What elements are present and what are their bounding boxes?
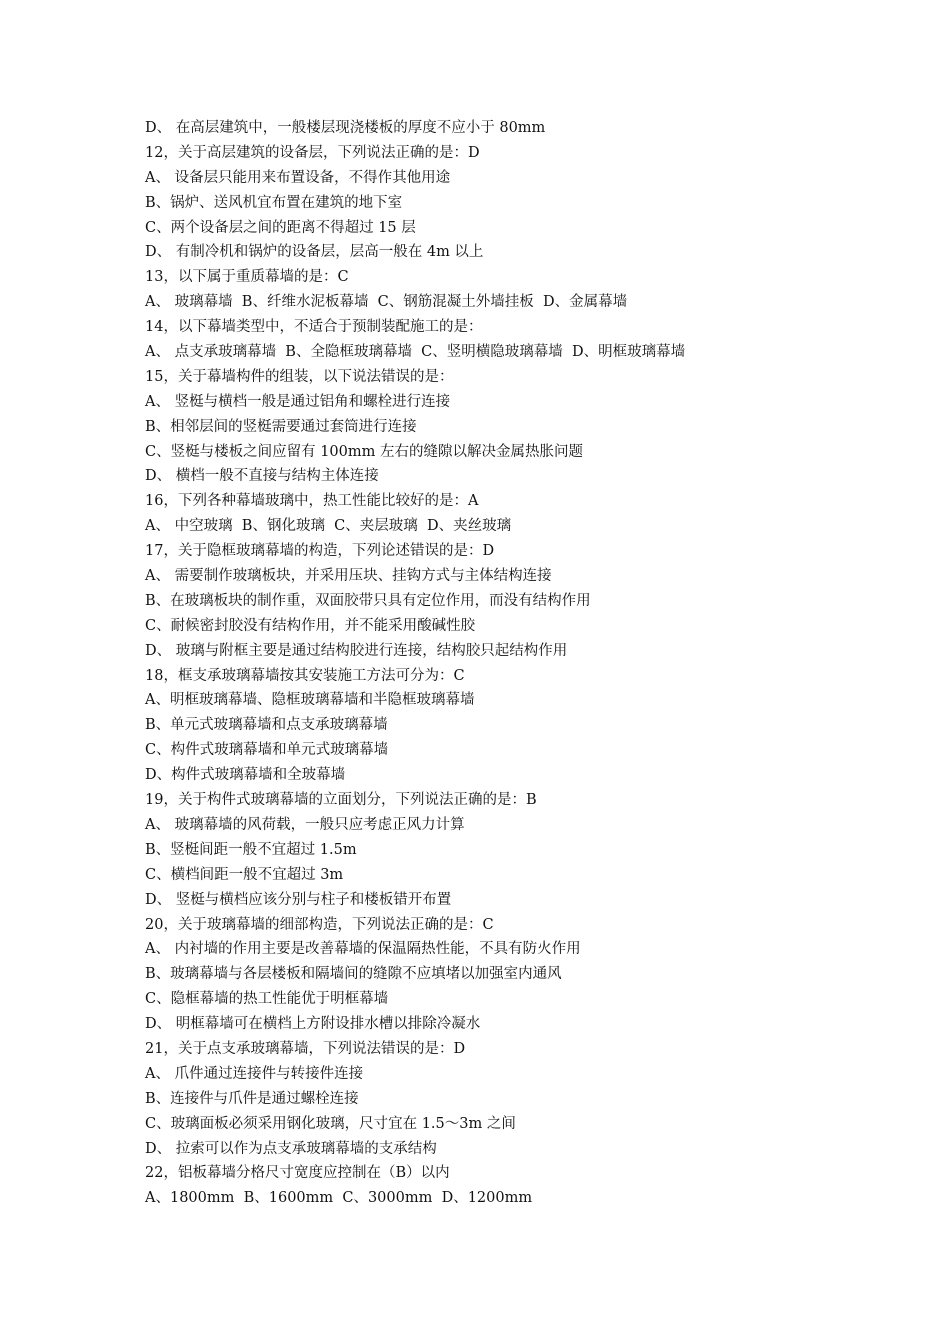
text-line: C、两个设备层之间的距离不得超过 15 层 bbox=[145, 219, 416, 236]
text-line: A、1800mm B、1600mm C、3000mm D、1200mm bbox=[145, 1190, 533, 1207]
text-line: C、构件式玻璃幕墙和单元式玻璃幕墙 bbox=[145, 742, 389, 759]
text-line: A、 竖梃与横档一般是通过铝角和螺栓进行连接 bbox=[145, 393, 451, 410]
text-line: B、锅炉、送风机宜布置在建筑的地下室 bbox=[145, 194, 403, 211]
text-line: A、 爪件通过连接件与转接件连接 bbox=[145, 1065, 364, 1082]
text-line: D、 有制冷机和锅炉的设备层，层高一般在 4m 以上 bbox=[145, 244, 484, 261]
text-line: D、构件式玻璃幕墙和全玻幕墙 bbox=[145, 767, 346, 784]
text-line: D、 竖梃与横档应该分别与柱子和楼板错开布置 bbox=[145, 891, 452, 908]
text-line: D、 拉索可以作为点支承玻璃幕墙的支承结构 bbox=[145, 1140, 437, 1157]
text-line: A、 中空玻璃 B、钢化玻璃 C、夹层玻璃 D、夹丝玻璃 bbox=[145, 518, 512, 535]
text-line: 13，以下属于重质幕墙的是：C bbox=[145, 269, 349, 286]
text-line: C、耐候密封胶没有结构作用，并不能采用酸碱性胶 bbox=[145, 617, 476, 634]
text-line: B、玻璃幕墙与各层楼板和隔墙间的缝隙不应填堵以加强室内通风 bbox=[145, 966, 562, 983]
text-line: 12，关于高层建筑的设备层，下列说法正确的是：D bbox=[145, 144, 480, 161]
text-line: A、 玻璃幕墙 B、纤维水泥板幕墙 C、钢筋混凝土外墙挂板 D、金属幕墙 bbox=[145, 294, 628, 311]
text-line: 18，框支承玻璃幕墙按其安装施工方法可分为：C bbox=[145, 667, 465, 684]
text-line: A、 玻璃幕墙的风荷载，一般只应考虑正风力计算 bbox=[145, 816, 465, 833]
text-line: 19，关于构件式玻璃幕墙的立面划分，下列说法正确的是：B bbox=[145, 792, 537, 809]
text-line: B、连接件与爪件是通过螺栓连接 bbox=[145, 1090, 359, 1107]
text-line: C、横档间距一般不宜超过 3m bbox=[145, 866, 344, 883]
text-line: 22，铝板幕墙分格尺寸宽度应控制在（B）以内 bbox=[145, 1165, 450, 1182]
text-line: B、竖梃间距一般不宜超过 1.5m bbox=[145, 841, 357, 858]
text-line: B、单元式玻璃幕墙和点支承玻璃幕墙 bbox=[145, 717, 388, 734]
text-line: 15，关于幕墙构件的组装，以下说法错误的是： bbox=[145, 368, 454, 385]
text-line: D、 横档一般不直接与结构主体连接 bbox=[145, 468, 379, 485]
text-line: B、相邻层间的竖梃需要通过套筒进行连接 bbox=[145, 418, 417, 435]
text-line: 20，关于玻璃幕墙的细部构造，下列说法正确的是：C bbox=[145, 916, 494, 933]
text-line: A、 点支承玻璃幕墙 B、全隐框玻璃幕墙 C、竖明横隐玻璃幕墙 D、明框玻璃幕墙 bbox=[145, 344, 686, 361]
document-page bbox=[145, 116, 845, 1211]
text-line: D、 明框幕墙可在横档上方附设排水槽以排除冷凝水 bbox=[145, 1016, 481, 1033]
text-line: 16，下列各种幕墙玻璃中，热工性能比较好的是：A bbox=[145, 493, 479, 510]
text-line: C、玻璃面板必须采用钢化玻璃，尺寸宜在 1.5～3m 之间 bbox=[145, 1115, 516, 1132]
text-line: D、 玻璃与附框主要是通过结构胶进行连接，结构胶只起结构作用 bbox=[145, 642, 568, 659]
text-line: A、 设备层只能用来布置设备，不得作其他用途 bbox=[145, 169, 451, 186]
text-line: 17，关于隐框玻璃幕墙的构造，下列论述错误的是：D bbox=[145, 543, 495, 560]
text-line: D、 在高层建筑中，一般楼层现浇楼板的厚度不应小于 80mm bbox=[145, 120, 546, 136]
text-line: A、 需要制作玻璃板块，并采用压块、挂钩方式与主体结构连接 bbox=[145, 568, 552, 585]
text-line: B、在玻璃板块的制作重，双面胶带只具有定位作用，而没有结构作用 bbox=[145, 592, 591, 609]
text-line: 21，关于点支承玻璃幕墙，下列说法错误的是：D bbox=[145, 1040, 466, 1057]
text-line: C、隐框幕墙的热工性能优于明框幕墙 bbox=[145, 991, 389, 1008]
text-line: A、 内衬墙的作用主要是改善幕墙的保温隔热性能，不具有防火作用 bbox=[145, 941, 581, 958]
text-line: 14，以下幕墙类型中，不适合于预制装配施工的是： bbox=[145, 319, 483, 336]
text-line: A、明框玻璃幕墙、隐框玻璃幕墙和半隐框玻璃幕墙 bbox=[145, 692, 475, 709]
text-line: C、竖梃与楼板之间应留有 100mm 左右的缝隙以解决金属热胀问题 bbox=[145, 443, 583, 460]
